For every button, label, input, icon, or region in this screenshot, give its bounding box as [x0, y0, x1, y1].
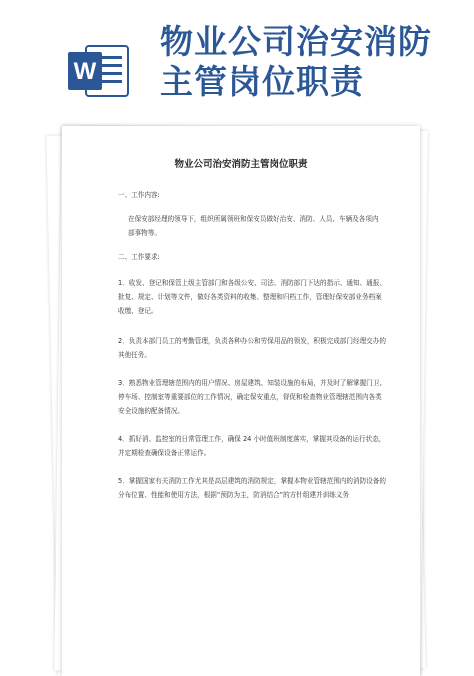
- document-title: 物业公司治安消防主管岗位职责: [174, 159, 308, 170]
- paragraph: 1．收发、登记和保管上级主管部门和各级公安、司法、消防部门下达的指示、通知、通报、批复、规定、计划等文件，做好各类资料的收集、整理和归档工作，管理好保安部业务档案收缴、登记。: [118, 279, 386, 315]
- document-page: [62, 126, 420, 676]
- paragraph: 4．抓好消、监控室的日常管理工作，确保 24 小时值班制度落实，掌握其设备的运行状态，并定期检查确保设备正常运作。: [118, 435, 386, 457]
- banner-title: [160, 22, 460, 102]
- paragraph: 3．熟悉物业管理辖范围内的用户情况、房屋建筑、知装设施的布局，并及时了解掌握门卫、停车场、控制室等重要部位的工作情况，确定保安重点，督促和检查物业管理辖范围内各类安全设施的配备情况。: [118, 379, 386, 415]
- section-heading: 一、工作内容:: [118, 191, 160, 199]
- paragraph: 5．掌握国家有关消防工作尤其是高层建筑的消防规定，掌握本物业管辖范围内的消防设备的分布位置、性能和使用方法，根据“预防为主，防消结合”的方针组建并训练义务: [118, 477, 386, 499]
- banner: [0, 0, 474, 118]
- banner-title-line1: 物业公司治安消防: [160, 22, 432, 61]
- section-heading: 二、工作要求:: [118, 253, 160, 261]
- word-icon: [66, 40, 130, 102]
- banner-title-line2: 主管岗位职责: [160, 62, 364, 101]
- word-icon-letter: W: [73, 58, 97, 85]
- paragraph: 2．负责本部门员工的考勤管理，负责各种办公和劳保用品的领发，积极完成部门经理交办的其他任务。: [118, 337, 386, 359]
- paragraph: 在保安部经理的领导下，组织所属领班和保安员做好治安、消防、人员、车辆及各项内部事物等。: [128, 215, 379, 237]
